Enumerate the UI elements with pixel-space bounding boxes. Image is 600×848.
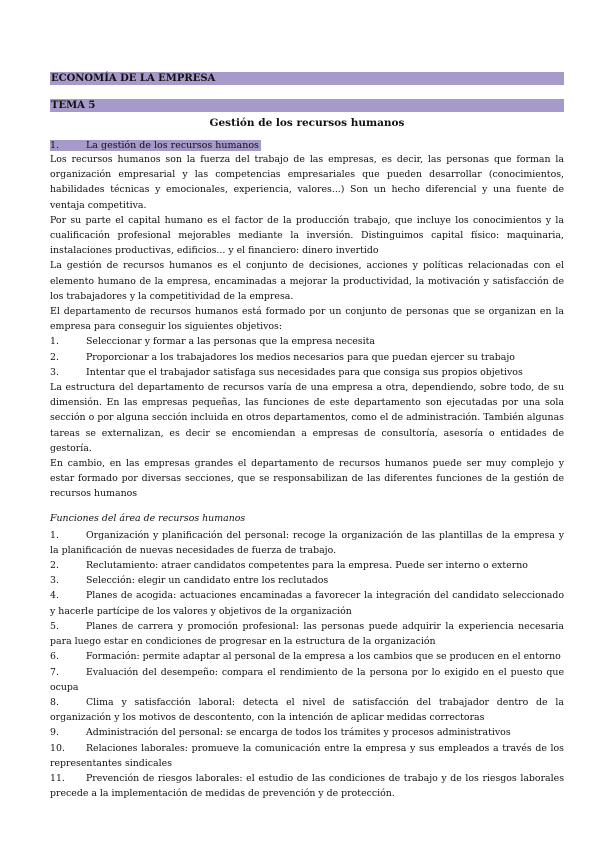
function-item: 11. Prevención de riesgos laborales: el estudio de las condiciones de trabajo y de los riesgos laborales precede a la implementación de medidas de prevención y de protección. xyxy=(50,772,564,800)
function-item: 10. Relaciones laborales: promueve la comunicación entre la empresa y sus empleados a través de los representantes sindicales xyxy=(50,742,564,769)
section-number: 1. xyxy=(50,140,60,151)
objective-item: 2. Proporcionar a los trabajadores los medios necesarios para que puedan ejercer su trabajo xyxy=(50,351,515,363)
function-item: 8. Clima y satisfacción laboral: detecta el nivel de satisfacción del trabajador dentro de la organización y los motivos de descontento, con la intención de aplicar medidas correctoras xyxy=(50,696,564,724)
objective-item: 1. Seleccionar y formar a las personas que la empresa necesita xyxy=(50,336,375,348)
course-header-band xyxy=(50,72,564,85)
function-item: 9. Administración del personal: se encarga de todos los trámites y procesos administrativos xyxy=(50,727,511,739)
paragraph: La gestión de recursos humanos es el conjunto de decisiones, acciones y políticas relacionadas con el elemento humano de la empresa, encaminadas a mejorar la productividad, la motivación y satisfacción de los trabajadores y la competitividad de la empresa. xyxy=(50,260,564,302)
function-item: 4. Planes de acogida: actuaciones encaminadas a favorecer la integración del candidato seleccionado y hacerle partícipe de los valores y objetivos de la organización xyxy=(50,590,564,617)
paragraph: La estructura del departamento de recursos varía de una empresa a otra, dependiendo, sobre todo, de su dimensión. En las empresas pequeñas, las funciones de este departamento son ejecutadas por una sola sección o por alguna sección incluida en otros departamentos, como el de administración. También algunas tareas se externalizan, es decir se encomiendan a empresas de consultoría, asesoría o entidades de gestoría. xyxy=(50,382,564,454)
function-item: 2. Reclutamiento: atraer candidatos competentes para la empresa. Puede ser interno o externo xyxy=(50,560,528,572)
paragraph: Los recursos humanos son la fuerza del trabajo de las empresas, es decir, las personas que forman la organización empresarial y las competencias empresariales que pueden desarrollar (conocimientos, habilidades técnicas y emocionales, experiencia, valores...) Son un hecho diferencial y una fuente de ventaja competitiva. xyxy=(50,154,564,211)
function-item: 7. Evaluación del desempeño: compara el rendimiento de la persona por lo exigido en el puesto que ocupa xyxy=(50,666,564,693)
topic-header-band xyxy=(50,99,564,112)
paragraph: El departamento de recursos humanos está formado por un conjunto de personas que se organizan en la empresa para conseguir los siguientes objetivos: xyxy=(50,306,564,333)
page-title: Gestión de los recursos humanos xyxy=(209,117,405,129)
paragraph: Por su parte el capital humano es el factor de la producción trabajo, que incluye los conocimientos y la cualificación profesional mejorables mediante la inversión. Distinguimos capital físico: maquinaria, instalaciones productivas, edificios... y el financiero: dinero invertido xyxy=(50,214,564,257)
section-heading-text: La gestión de los recursos humanos xyxy=(86,140,259,151)
function-item: 3. Selección: elegir un candidato entre los reclutados xyxy=(50,575,329,587)
functions-heading: Funciones del área de recursos humanos xyxy=(50,512,246,524)
document-page xyxy=(50,72,564,801)
function-item: 6. Formación: permite adaptar al personal de la empresa a los cambios que se producen en el entorno xyxy=(50,651,561,663)
objective-item: 3. Intentar que el trabajador satisfaga sus necesidades para que consiga sus propios objetivos xyxy=(50,366,523,378)
function-item: 1. Organización y planificación del personal: recoge la organización de las plantillas de la empresa y la planificación de nuevas necesidades de fuerza de trabajo. xyxy=(50,529,564,556)
topic-title: TEMA 5 xyxy=(51,100,96,111)
paragraph: En cambio, en las empresas grandes el departamento de recursos humanos puede ser muy complejo y estar formado por diversas secciones, que se responsabilizan de las diferentes funciones de la gestión de recursos humanos xyxy=(50,458,564,500)
course-title: ECONOMÍA DE LA EMPRESA xyxy=(51,73,216,84)
function-item: 5. Planes de carrera y promoción profesional: las personas puede adquirir la experiencia necesaria para luego estar en condiciones de progresar en la estructura de la organización xyxy=(50,620,564,648)
section-heading xyxy=(50,139,564,152)
